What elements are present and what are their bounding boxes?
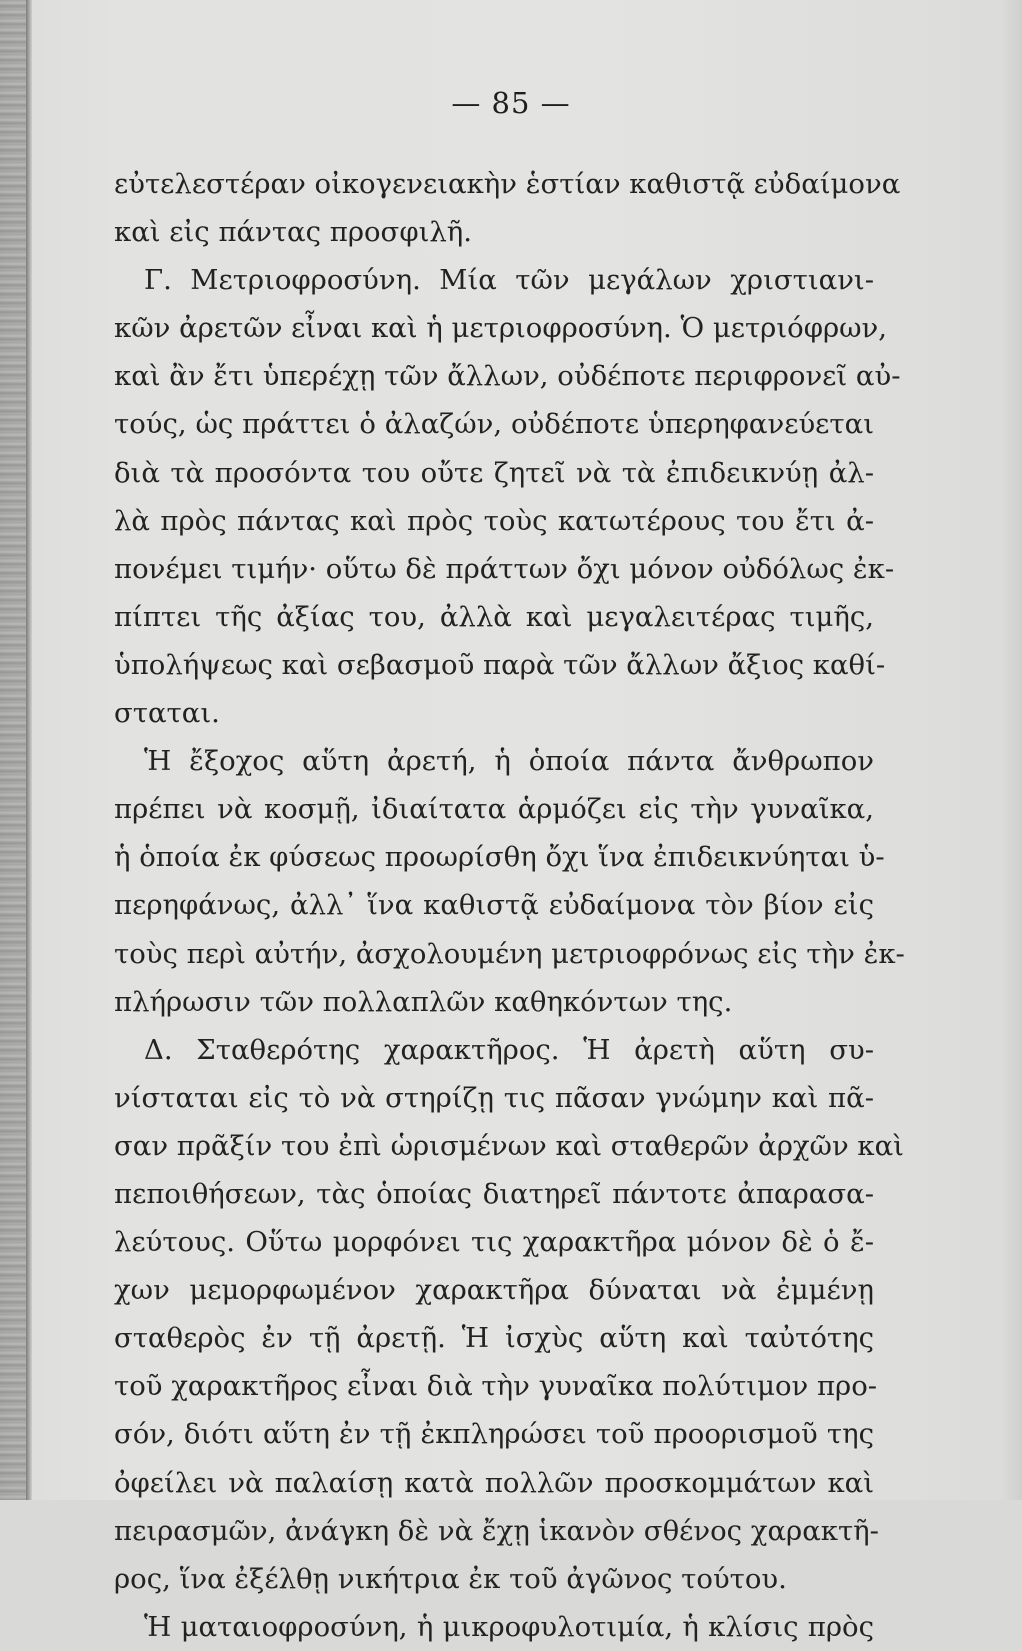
text-line: τοὺς περὶ αὐτήν, ἀσχολουμένη μετριοφρόνως εἰς τὴν ἐκ- bbox=[114, 937, 905, 970]
text-line: πρέπει νὰ κοσμῇ, ἰδιαίτατα ἁρμόζει εἰς τὴν γυναῖκα, bbox=[114, 793, 874, 826]
text-line: χων μεμορφωμένον χαρακτῆρα δύναται νὰ ἐμμένῃ bbox=[114, 1274, 874, 1307]
text-line: σόν, διότι αὕτη ἐν τῇ ἐκπληρώσει τοῦ προορισμοῦ της bbox=[114, 1418, 874, 1451]
text-line: ἡ ὁποία ἐκ φύσεως προωρίσθη ὄχι ἵνα ἐπιδεικνύηται ὑ- bbox=[114, 841, 885, 874]
text-line: πίπτει τῆς ἀξίας του, ἀλλὰ καὶ μεγαλειτέρας τιμῆς, bbox=[114, 600, 874, 633]
text-line: κῶν ἀρετῶν εἶναι καὶ ἡ μετριοφροσύνη. Ὁ μετριόφρων, bbox=[114, 312, 887, 345]
text-line: σταθερὸς ἐν τῇ ἀρετῇ. Ἡ ἰσχὺς αὕτη καὶ ταὐτότης bbox=[114, 1322, 874, 1355]
page-gutter bbox=[26, 0, 32, 1500]
text-line: πλήρωσιν τῶν πολλαπλῶν καθηκόντων της. bbox=[114, 985, 733, 1018]
text-line: λεύτους. Οὕτω μορφόνει τις χαρακτῆρα μόνον δὲ ὁ ἔ- bbox=[114, 1226, 874, 1259]
text-line: νίσταται εἰς τὸ νὰ στηρίζῃ τις πᾶσαν γνώμην καὶ πᾶ- bbox=[114, 1081, 874, 1114]
text-line: πονέμει τιμήν· οὕτω δὲ πράττων ὄχι μόνον οὐδόλως ἐκ- bbox=[114, 552, 895, 585]
text-line: καὶ ἂν ἔτι ὑπερέχῃ τῶν ἄλλων, οὐδέποτε περιφρονεῖ αὐ- bbox=[114, 360, 901, 393]
text-line: σαν πρᾶξίν του ἐπὶ ὡρισμένων καὶ σταθερῶν ἀρχῶν καὶ bbox=[114, 1129, 904, 1162]
text-line: πειρασμῶν, ἀνάγκη δὲ νὰ ἔχῃ ἱκανὸν σθένος χαρακτῆ- bbox=[114, 1514, 879, 1547]
text-line: πεποιθήσεων, τὰς ὁποίας διατηρεῖ πάντοτε ἀπαρασα- bbox=[114, 1177, 874, 1210]
text-line: καὶ εἰς πάντας προσφιλῆ. bbox=[114, 216, 472, 249]
text-line: διὰ τὰ προσόντα του οὔτε ζητεῖ νὰ τὰ ἐπιδεικνύῃ ἀλ- bbox=[114, 456, 874, 489]
text-line: εὐτελεστέραν οἰκογενειακὴν ἑστίαν καθιστᾷ εὐδαίμονα bbox=[114, 168, 901, 200]
text-line: τούς, ὡς πράττει ὁ ἀλαζών, οὐδέποτε ὑπερηφανεύεται bbox=[114, 408, 874, 441]
text-line: περηφάνως, ἀλλ᾽ ἵνα καθιστᾷ εὐδαίμονα τὸν βίον εἰς bbox=[114, 889, 874, 922]
text-line: τοῦ χαρακτῆρος εἶναι διὰ τὴν γυναῖκα πολύτιμον προ- bbox=[114, 1370, 878, 1403]
paragraph-start-line: Ἡ ματαιοφροσύνη, ἡ μικροφυλοτιμία, ἡ κλίσις πρὸς bbox=[144, 1610, 874, 1643]
text-line: ὑπολήψεως καὶ σεβασμοῦ παρὰ τῶν ἄλλων ἄξιος καθί- bbox=[114, 648, 886, 681]
section-heading-line: Δ. Σταθερότης χαρακτῆρος. Ἡ ἀρετὴ αὕτη συ- bbox=[144, 1033, 874, 1066]
text-line: σταται. bbox=[114, 697, 220, 730]
page-number: — 85 — bbox=[451, 86, 571, 120]
text-line: λὰ πρὸς πάντας καὶ πρὸς τοὺς κατωτέρους του ἔτι ἀ- bbox=[114, 504, 874, 537]
section-heading-line: Γ. Μετριοφροσύνη. Μία τῶν μεγάλων χριστιανι- bbox=[144, 264, 874, 297]
text-line: ρος, ἵνα ἐξέλθῃ νικήτρια ἐκ τοῦ ἀγῶνος τούτου. bbox=[114, 1562, 787, 1595]
paragraph-start-line: Ἡ ἔξοχος αὕτη ἀρετή, ἡ ὁποία πάντα ἄνθρωπον bbox=[144, 745, 874, 778]
book-binding-shadow bbox=[0, 0, 26, 1500]
text-line: ὀφείλει νὰ παλαίσῃ κατὰ πολλῶν προσκομμάτων καὶ bbox=[114, 1466, 874, 1499]
body-text bbox=[114, 160, 905, 1651]
